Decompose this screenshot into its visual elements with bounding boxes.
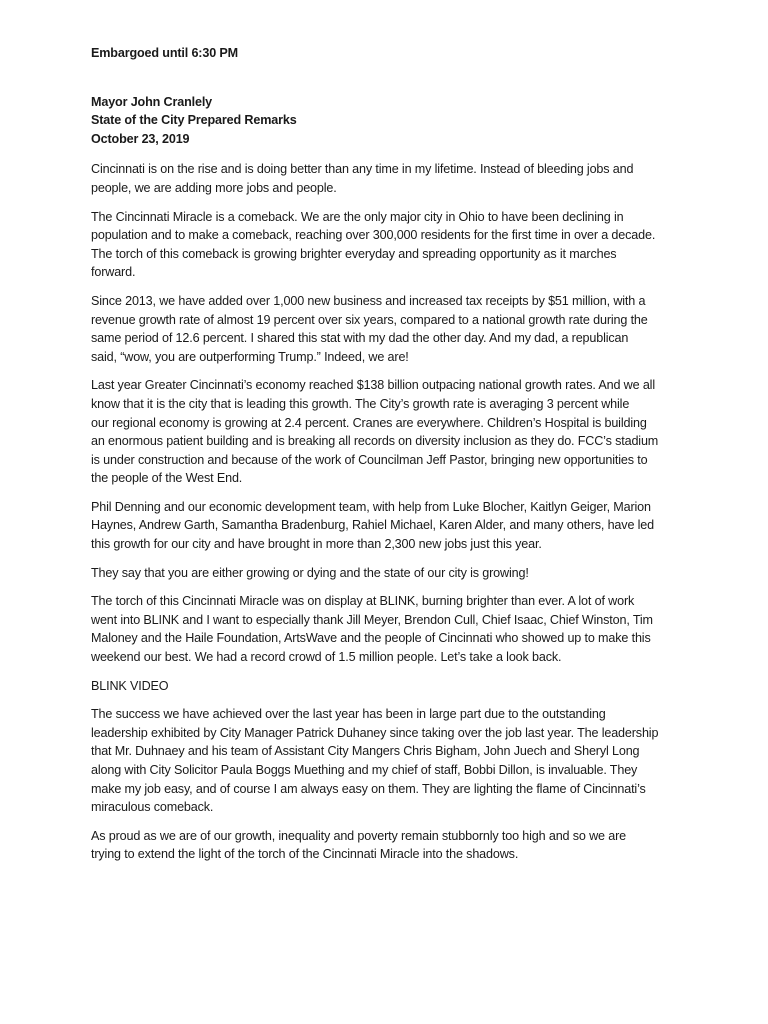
document-title: State of the City Prepared Remarks bbox=[91, 113, 297, 128]
text-line: know that it is the city that is leading this growth. The City’s growth rate is averaging 3 percent while bbox=[91, 396, 630, 411]
text-line: the people of the West End. bbox=[91, 471, 243, 486]
paragraph-5 bbox=[91, 498, 691, 554]
text-line: make my job easy, and of course I am always easy on them. They are lighting the flame of Cincinnati’s bbox=[91, 781, 646, 796]
text-line: Last year Greater Cincinnati’s economy reached $138 billion outpacing national growth rates. And we all bbox=[91, 378, 655, 393]
text-line: revenue growth rate of almost 19 percent over six years, compared to a national growth rate during the bbox=[91, 312, 648, 327]
text-line: Cincinnati is on the rise and is doing better than any time in my lifetime. Instead of bleeding jobs and bbox=[91, 162, 634, 177]
text-line: The torch of this comeback is growing brighter everyday and spreading opportunity as it marches bbox=[91, 246, 617, 261]
text-line: this growth for our city and have brought in more than 2,300 new jobs just this year. bbox=[91, 537, 542, 552]
text-line: said, “wow, you are outperforming Trump.” Indeed, we are! bbox=[91, 349, 409, 364]
text-line: Haynes, Andrew Garth, Samantha Bradenburg, Rahiel Michael, Karen Alder, and many others, have led bbox=[91, 518, 654, 533]
text-line: trying to extend the light of the torch of the Cincinnati Miracle into the shadows. bbox=[91, 847, 519, 862]
text-line: Maloney and the Haile Foundation, ArtsWave and the people of Cincinnati who showed up to make this bbox=[91, 631, 651, 646]
paragraph-10 bbox=[91, 827, 691, 864]
document-date: October 23, 2019 bbox=[91, 131, 190, 146]
paragraph-7 bbox=[91, 592, 691, 666]
text-line: As proud as we are of our growth, inequality and poverty remain stubbornly too high and so we are bbox=[91, 828, 626, 843]
text-line: Phil Denning and our economic development team, with help from Luke Blocher, Kaitlyn Geiger, Marion bbox=[91, 499, 651, 514]
text-line: miraculous comeback. bbox=[91, 800, 214, 815]
text-line: that Mr. Duhnaey and his team of Assistant City Mangers Chris Bigham, John Juech and Sheryl Long bbox=[91, 744, 640, 759]
paragraph-6 bbox=[91, 564, 691, 583]
text-line: They say that you are either growing or dying and the state of our city is growing! bbox=[91, 565, 529, 580]
text-line: population and to make a comeback, reaching over 300,000 residents for the first time in over a decade. bbox=[91, 228, 656, 243]
text-line: Since 2013, we have added over 1,000 new business and increased tax receipts by $51 million, with a bbox=[91, 293, 646, 308]
document-page bbox=[91, 44, 691, 874]
text-line: an enormous patient building and is breaking all records on diversity inclusion as they do. FCC’s stadium bbox=[91, 434, 659, 449]
text-line: weekend our best. We had a record crowd of 1.5 million people. Let’s take a look back. bbox=[91, 650, 562, 665]
paragraph-4 bbox=[91, 376, 691, 488]
text-line: forward. bbox=[91, 265, 136, 280]
text-line: is under construction and because of the work of Councilman Jeff Pastor, bringing new opportunities to bbox=[91, 452, 648, 467]
paragraph-2 bbox=[91, 208, 691, 282]
paragraph-8 bbox=[91, 677, 691, 696]
text-line: The torch of this Cincinnati Miracle was on display at BLINK, burning brighter than ever. A lot of work bbox=[91, 594, 635, 609]
paragraph-9 bbox=[91, 705, 691, 817]
paragraph-3 bbox=[91, 292, 691, 366]
embargo-notice: Embargoed until 6:30 PM bbox=[91, 46, 238, 60]
document-heading bbox=[91, 93, 691, 149]
text-line: The Cincinnati Miracle is a comeback. We are the only major city in Ohio to have been declining in bbox=[91, 209, 624, 224]
paragraph-1 bbox=[91, 160, 691, 197]
text-line: went into BLINK and I want to especially thank Jill Meyer, Brendon Cull, Chief Isaac, Chief Winston, Tim bbox=[91, 612, 653, 627]
text-line: BLINK VIDEO bbox=[91, 678, 169, 693]
text-line: leadership exhibited by City Manager Patrick Duhaney since taking over the job last year. The leadership bbox=[91, 725, 659, 740]
speaker-name: Mayor John Cranlely bbox=[91, 94, 213, 109]
text-line: people, we are adding more jobs and people. bbox=[91, 180, 337, 195]
text-line: same period of 12.6 percent. I shared this stat with my dad the other day. And my dad, a republican bbox=[91, 331, 629, 346]
text-line: The success we have achieved over the last year has been in large part due to the outstanding bbox=[91, 707, 606, 722]
text-line: along with City Solicitor Paula Boggs Muething and my chief of staff, Bobbi Dillon, is invaluable. They bbox=[91, 763, 638, 777]
text-line: our regional economy is growing at 2.4 percent. Cranes are everywhere. Children’s Hospital is building bbox=[91, 415, 647, 430]
